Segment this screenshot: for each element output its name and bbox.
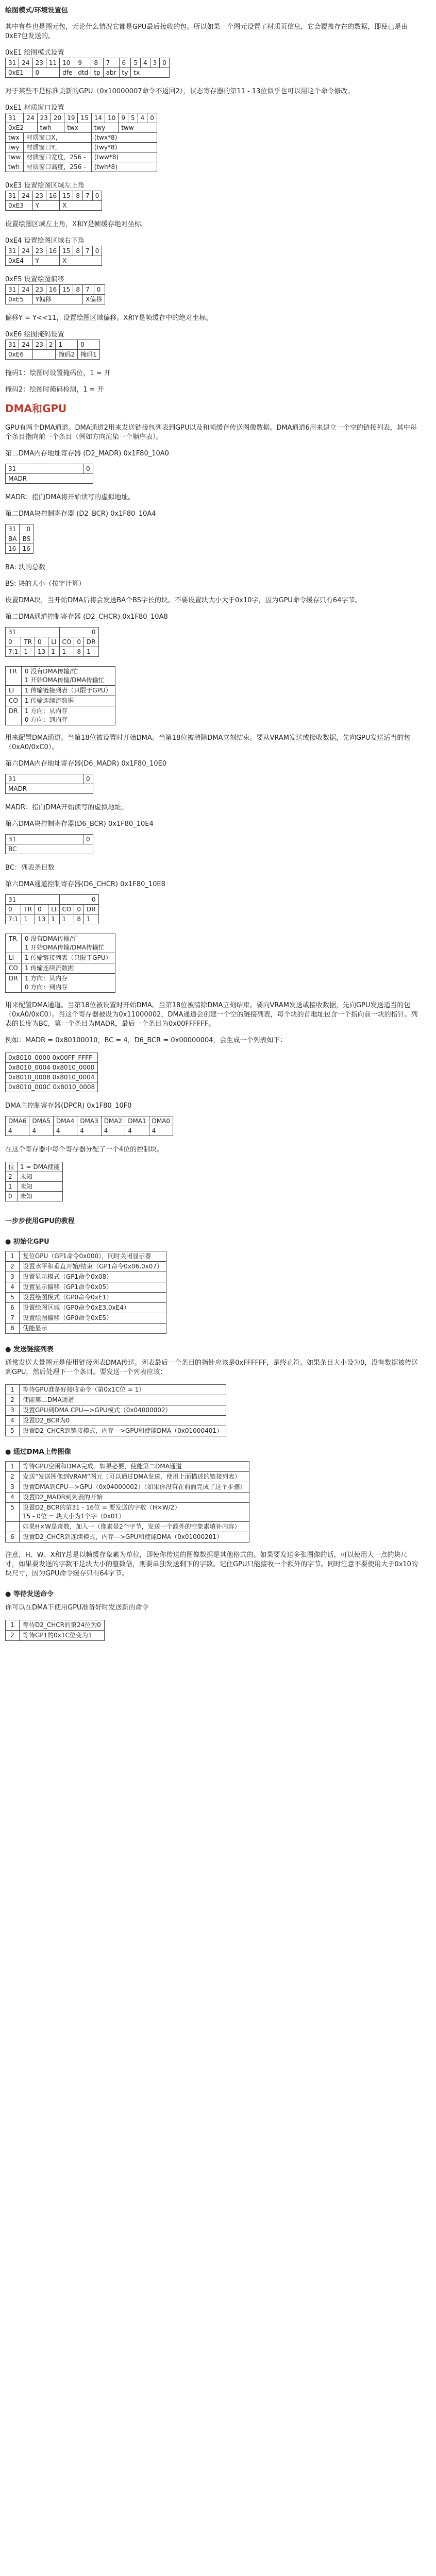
vram-title: ● 通过DMA上传图像 (5, 1448, 71, 1456)
d2-chcr-note: 用来配置DMA通道。当第18位被设置时开始DMA。当第18位被清除DMA立刻结束。要从VRAM发送或接收数据，先向GPU发送适当的包（0xA0/0xC0）。 (5, 734, 411, 751)
d6-chcr-title: 第六DMA通道控制寄存器(D6_CHCR) 0x1F80_10E8 (5, 880, 165, 888)
e1-register-table (5, 58, 170, 78)
bc-note: BC：列表条目数 (5, 864, 55, 872)
d2-chcr-table: 31 0 0 TR 0 LI CO 0 DR 7:1 1 13 1 1 8 1 (5, 627, 99, 657)
d2-madr-title: 第二DMA内存地址寄存器 (D2_MADR) 0x1F80_10A0 (5, 450, 169, 457)
send-title: ● 发送链接列表 (5, 1346, 54, 1353)
d2-bcr-table: 31 0 BA BS 16 16 (5, 524, 33, 554)
d2-chcr-title: 第二DMA通道控制寄存器 (D2_CHCR) 0x1F80_10A8 (5, 613, 168, 621)
e1-title: 0xE1 绘图模式设置 (5, 49, 64, 57)
e2-desc-row: twh 材质窗口高度，256 - (twh*8) (6, 162, 157, 172)
send-steps-table: 1 等待GPU准备好接收命令（第0x1C位 = 1） 2 使能第二DMA通道 3 设置GPU到DMA CPU—>GPU模式（0x04000002） 4 设置D2_BCR为0 5 设置D2_CHCR到链接模式，内存—>GPU和使能DMA（0x01000401） (5, 1384, 226, 1436)
d6-chcr-table: 31 0 0 TR 0 LI CO 0 DR 7:1 1 13 1 1 8 1 (5, 894, 99, 924)
e6-fields-row: 0xE6 掩码2 掩码1 (6, 350, 100, 360)
e4-register-table (5, 246, 102, 266)
e4-bits-row: 31 24 23 16 15 8 7 0 (6, 246, 102, 256)
vram-steps-table: 1 等待GPU空闲和DMA完成。如果必要，使能第二DMA通道 2 发送“发送图像到VRAM”图元（可以通过DMA发送，使用上面描述的链接列表） 3 设置DMA到CPU—>GPU（0x04000002）（如果你没有在前面完成了这个步骤） 4 设置D2_MADR到列表的开始 5 设置D2_BCR的第31 - 16位 = 要发送的字数（H×W/2） 15 - 0位 = 块大小为1个字（0x01） 如果H×W是奇数，加入一（像素是2个字节，发送一个额外的空象素填补内容） 6 设置D2_CHCR到连续模式，内存—>GPU和使能DMA（0x01000201） (5, 1461, 249, 1543)
e6-title: 0xE6 绘图掩码设置 (5, 331, 64, 338)
d2-bcr-title: 第二DMA块控制寄存器 (D2_BCR) 0x1F80_10A4 (5, 510, 156, 518)
dpcr-bits-table: 位 1 = DMA使能 2 未知 1 未知 0 未知 (5, 1162, 63, 1201)
e1-note: 对于某些不是标准美新的GPU（0x10000007命令不返回2），状态寄存器的第11 - 13位似乎也可以用这个命令修改。 (5, 88, 355, 95)
paragraph-intro: 其中有些也是图元包，无论什么情况它都是GPU最后接收的包。所以如果一个图元设置了材质页信息，它会覆盖存在的数据，即使已是由0xE?包发送的。 (5, 23, 408, 40)
d6-madr-table: 31 0 MADR (5, 774, 93, 794)
e6-note-1: 掩码1：绘图时设置掩码位，1 = 开 (5, 369, 111, 377)
e2-fields-row: 0xE2 twh twx twy tww (6, 123, 157, 133)
e3-fields-row: 0xE3 Y X (6, 201, 102, 211)
d2-madr-note: MADR：指向DMA将开始读写的虚拟地址。 (5, 494, 135, 501)
d2-madr-table: 31 0 MADR (5, 464, 93, 484)
e5-note: 偏移Y = Y<<11，设置绘图区域偏移。X和Y是帧缓存中的绝对坐标。 (5, 314, 213, 322)
e2-register-table (5, 113, 157, 172)
e2-title: 0xE1 材质窗口设置 (5, 104, 64, 112)
code-table: 0x8010_0000 0x00FF_FFFF 0x8010_0004 0x8010_0000 0x8010_0008 0x8010_0004 0x8010_000C 0x8010_0008 (5, 1053, 98, 1092)
dpcr-table: DMA6 DMA5 DMA4 DMA3 DMA2 DMA1 DMA0 4 4 4 4 4 4 4 (5, 1116, 173, 1136)
d2-bcr-note: 设置DMA块，当开始DMA后将会发送BA个BS字长的块。不要设置块大小大于0x10字，因为GPU命令缓存只有64字节。 (5, 597, 362, 604)
section-title-dma: DMA和GPU (5, 402, 67, 415)
e1-bits-row: 31 24 23 11 10 9 8 7 6 5 4 3 0 (6, 58, 170, 68)
e4-fields-row: 0xE4 Y X (6, 256, 102, 266)
e2-desc-row: twy 材质窗口Y， (twy*8) (6, 143, 157, 152)
section-title-program: 一步步使用GPU的教程 (5, 1217, 75, 1225)
dpcr-title: DMA主控制寄存器(DPCR) 0x1F80_10F0 (5, 1102, 132, 1110)
e3-register-table (5, 191, 102, 211)
send-intro: 通常发送大量图元是使用链接列表DMA传送。列表最后一个条目的指针应该是0xFFFFFF，是终止符。如果条目大小设为0，没有数据被传送到GPU，然后处理下一个条目。要发送一个列表应该： (5, 1359, 418, 1376)
dpcr-note: 在这个寄存器中每个寄存器分配了一个4位的控制块。 (5, 1146, 164, 1154)
vram-note: 注意，H、W、X和Y总是以帧缓存象素为单位，即使你传送的图像数据是其他格式的。如果要发送多张图像的话，可以使用大一点的块尺寸，如果要发送的字数不是块大小的整数倍，则要单独发送剩下的字数。记住GPU只能接收一个额外的字节。同时注意不要使用大于0x10的块尺寸，因为GPU命令缓存只有64字节。 (5, 1551, 418, 1578)
e5-fields-row: 0xE5 Y偏移 X偏移 (6, 295, 105, 304)
e2-bits-row: 31 24 23 20 19 15 14 10 9 5 4 0 (6, 113, 157, 123)
e5-bits-row: 31 24 23 16 15 8 7 0 (6, 285, 105, 295)
wait-title: ● 等待发送命令 (5, 1590, 54, 1598)
e4-title: 0xE4 设置绘图区域右下角 (5, 237, 85, 245)
e5-register-table (5, 284, 105, 304)
e3-bits-row: 31 24 23 16 15 8 7 0 (6, 191, 102, 201)
d2-chcr-desc-table: TR 0 没有DMA传输/忙 1 开始DMA传输/DMA传输忙 LI 1 传输链接列表（只限于GPU） CO 1 传输连续流数据 DR 1 方向：从内存 0 方向：到内存 (5, 666, 115, 725)
d6-bcr-table: 31 0 BC (5, 834, 93, 854)
e2-desc-row: tww 材质窗口宽度，256 - (tww*8) (6, 152, 157, 162)
section-title-drawmode: 绘图模式/环境设置包 (5, 7, 68, 14)
bs-note: BS: 块的大小（按字计算） (5, 580, 86, 588)
d6-madr-title: 第六DMA内存地址寄存器(D6_MADR) 0x1F80_10E0 (5, 760, 167, 768)
d6-madr-note: MADR：指向DMA开始读写的虚拟地址。 (5, 804, 128, 811)
code-intro: 例如：MADR = 0x80100010，BC = 4，D6_BCR = 0x00000004，会生成一个列表如下： (5, 1037, 287, 1044)
wait-intro: 你可以在DMA下使用GPU准备好时发送新的命令 (5, 1604, 149, 1612)
d6-chcr-note: 用来配置DMA通道。当第18位被设置时开始DMA。当第18位被清除DMA立刻结束。要向VRAM发送或接收数据，先向GPU发送适当的包（0xA0/0xC0）。当这个寄存器被设为0x11000002，DMA通道会创建一个空的链接列表，每个块的首地址包含一个指向前一块的指针。列表的长度为BC，第一个条目为MADR，最后一个条目为0x00FFFFFF。 (5, 1002, 418, 1028)
init-steps-table: 1 复位GPU（GP1命令0x000），同时关闭显示器 2 设置水平和垂直开始/结束（GP1命令0x06,0x07） 3 设置显示模式（GP1命令0x08） 4 设置显示偏移（GP1命令0x05） 5 设置绘图模式（GP0命令0xE1） 6 设置绘图区域（GP0命令0xE3,0xE4） 7 设置绘图偏移（GP0命令0xE5） 8 使能显示 (5, 1251, 166, 1334)
e5-title: 0xE5 设置绘图偏移 (5, 276, 64, 283)
e1-fields-row: 0xE1 0 dfe dtd tp abr ty tx (6, 68, 170, 78)
wait-steps-table: 1 等待D2_CHCR的第24位为0 2 等待GP1的0x1C位变为1 (5, 1620, 105, 1641)
e2-desc-row: twx 材质窗口X， (twx*8) (6, 133, 157, 143)
d6-chcr-desc-table: TR 0 没有DMA传输/忙 1 开始DMA传输/DMA传输忙 LI 1 传输链接列表（只限于GPU） CO 1 传输连续流数据 DR 1 方向：从内存 0 方向：到内存 (5, 934, 115, 993)
e3-note: 设置绘图区域左上角，X和Y是帧缓存绝对坐标。 (5, 221, 148, 228)
init-title: ● 初始化GPU (5, 1238, 49, 1246)
e3-title: 0xE3 设置绘图区域左上角 (5, 182, 85, 190)
ba-note: BA: 块的总数 (5, 564, 46, 571)
d6-bcr-title: 第六DMA块控制寄存器(D6_BCR) 0x1F80_10E4 (5, 820, 154, 828)
e6-register-table (5, 340, 100, 360)
e6-note-2: 掩码2：绘图时掩码检测，1 = 开 (5, 386, 104, 394)
e6-bits-row: 31 24 23 2 1 0 (6, 340, 100, 350)
dma-intro: GPU有两个DMA通道。DMA通道2用来发送链接包列表到GPU以及和帧缓存传送图像数据。DMA通道6用来建立一个空的链接列表，其中每个条目指向前一个条目（例如方向渲染一个顺序表）。 (5, 424, 417, 441)
